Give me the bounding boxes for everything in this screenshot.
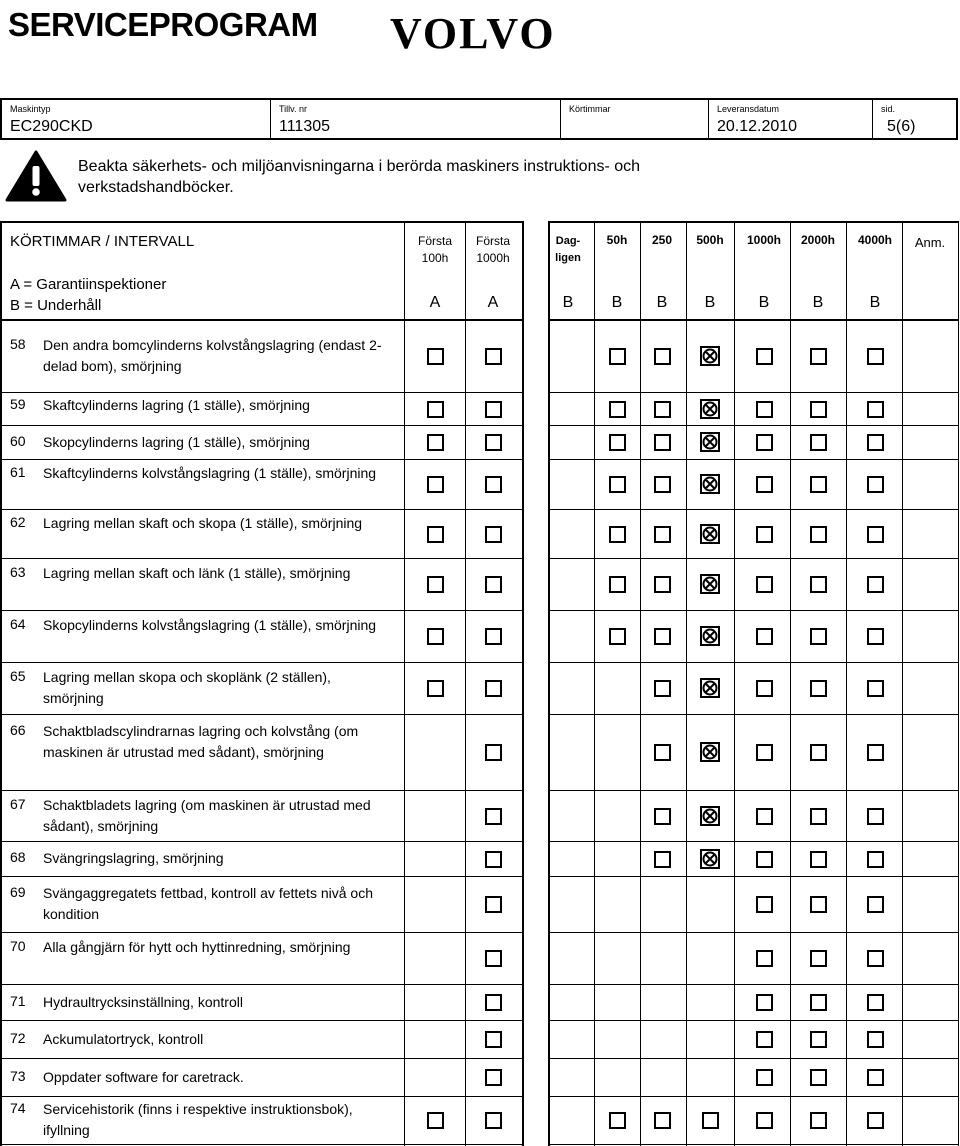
row-number: 69: [10, 884, 26, 900]
checkbox[interactable]: [427, 348, 444, 365]
checkbox[interactable]: [485, 434, 502, 451]
grid-line: [548, 1058, 959, 1059]
grid-line: [548, 984, 959, 985]
column-header-line: 100h: [421, 251, 449, 265]
row-text: Ackumulatortryck, kontroll: [43, 1030, 204, 1047]
grid-line: [0, 932, 523, 933]
checkbox[interactable]: [609, 576, 626, 593]
checkbox[interactable]: [810, 950, 827, 967]
checked-box-icon[interactable]: [700, 626, 720, 646]
row-text: Skopcylinderns kolvstångslagring (1 ställe), smörjning: [43, 617, 377, 633]
row-number: 60: [10, 432, 26, 449]
checkbox[interactable]: [867, 851, 884, 868]
grid-line: [0, 790, 523, 791]
row-number: 62: [10, 513, 26, 530]
checkbox[interactable]: [609, 401, 626, 418]
checkbox[interactable]: [654, 401, 671, 418]
checkbox[interactable]: [756, 744, 773, 761]
grid-line: [548, 1096, 959, 1097]
grid-line: [548, 221, 550, 1146]
row-number: 74: [10, 1100, 26, 1116]
checkbox[interactable]: [810, 1112, 827, 1129]
checkbox[interactable]: [810, 1031, 827, 1048]
row-text: Schaktbladets lagring (om maskinen är utrustad med sådant), smörjning: [43, 796, 371, 834]
checkbox[interactable]: [810, 896, 827, 913]
grid-line: [548, 425, 959, 426]
column-header: 4000h: [857, 233, 893, 247]
grid-line: [0, 1020, 523, 1021]
column-header: [409, 233, 461, 267]
column-header: [467, 233, 519, 267]
row-number: 64: [10, 616, 26, 632]
row-text: Skaftcylinderns lagring (1 ställe), smörjning: [43, 397, 310, 413]
delivery-cell: [708, 100, 872, 138]
table-heading: KÖRTIMMAR / INTERVALL: [10, 233, 195, 250]
checkbox[interactable]: [485, 1112, 502, 1129]
grid-line: [548, 662, 959, 663]
grid-line: [0, 876, 523, 877]
warning-icon: [5, 150, 67, 207]
checkbox[interactable]: [609, 476, 626, 493]
grid-line: [0, 714, 523, 715]
grid-line: [548, 714, 959, 715]
column-type: B: [611, 294, 623, 311]
checkbox[interactable]: [485, 348, 502, 365]
grid-line: [548, 509, 959, 510]
column-header: 250: [651, 233, 673, 247]
grid-line: [548, 221, 959, 223]
column-header-line: 1000h: [476, 251, 510, 265]
grid-line: [404, 221, 405, 1146]
row-number: 73: [10, 1067, 26, 1084]
grid-line: [0, 392, 523, 393]
checkbox[interactable]: [756, 994, 773, 1011]
checkbox[interactable]: [756, 348, 773, 365]
checkbox[interactable]: [485, 476, 502, 493]
column-header: 2000h: [800, 233, 836, 247]
checkbox[interactable]: [654, 680, 671, 697]
column-type: A: [429, 294, 441, 311]
row-text: Lagring mellan skaft och länk (1 ställe), smörjning: [43, 565, 351, 581]
column-type: B: [562, 294, 574, 311]
column-type: B: [812, 294, 824, 311]
checkbox[interactable]: [485, 1069, 502, 1086]
checkbox[interactable]: [810, 808, 827, 825]
checkbox[interactable]: [609, 628, 626, 645]
checked-box-icon[interactable]: [700, 806, 720, 826]
grid-line: [548, 841, 959, 842]
warning-text: Beakta säkerhets- och miljöanvisningarna i berörda maskiners instruktions- och verkstadshandböcker.: [78, 158, 641, 196]
checkbox[interactable]: [867, 348, 884, 365]
checkbox[interactable]: [810, 851, 827, 868]
row-text: Svängaggregatets fettbad, kontroll av fettets nivå och kondition: [43, 885, 373, 922]
row-number: 65: [10, 668, 26, 684]
grid-line: [465, 221, 466, 1146]
checked-box-icon[interactable]: [700, 346, 720, 366]
grid-line: [790, 221, 791, 1146]
checkbox[interactable]: [427, 434, 444, 451]
row-text: Skaftcylinderns kolvstångslagring (1 ställe), smörjning: [43, 465, 377, 481]
checkbox[interactable]: [485, 896, 502, 913]
row-text: Schaktbladscylindrarnas lagring och kolvstång (om maskinen är utrustad med sådant), smörjning: [43, 722, 359, 760]
grid-line: [594, 221, 595, 1146]
checkbox[interactable]: [810, 576, 827, 593]
checkbox[interactable]: [810, 994, 827, 1011]
row-number: 61: [10, 464, 26, 480]
serial-label: Tillv. nr: [279, 104, 307, 114]
column-type: B: [656, 294, 668, 311]
machine-type-value: EC290CKD: [10, 118, 93, 135]
checked-box-icon[interactable]: [700, 432, 720, 452]
checkbox[interactable]: [810, 1069, 827, 1086]
checkbox[interactable]: [654, 744, 671, 761]
row-text: Hydraultrycksinställning, kontroll: [43, 993, 243, 1010]
row-number: 66: [10, 721, 26, 738]
checkbox[interactable]: [485, 1031, 502, 1048]
checkbox[interactable]: [756, 401, 773, 418]
checked-box-icon[interactable]: [700, 574, 720, 594]
grid-line: [548, 790, 959, 791]
hours-cell: [560, 100, 708, 138]
grid-line: [548, 1144, 959, 1145]
checkbox[interactable]: [654, 576, 671, 593]
checkbox[interactable]: [756, 950, 773, 967]
checkbox[interactable]: [485, 680, 502, 697]
row-number: 71: [10, 992, 26, 1009]
checkbox[interactable]: [756, 1112, 773, 1129]
checkbox[interactable]: [427, 476, 444, 493]
grid-line: [0, 425, 523, 426]
legend-a: A = Garantiinspektioner: [10, 276, 167, 293]
checkbox[interactable]: [654, 476, 671, 493]
checkbox[interactable]: [756, 1069, 773, 1086]
checkbox[interactable]: [867, 628, 884, 645]
column-header: [542, 233, 594, 267]
page-cell: [872, 100, 958, 138]
row-number: 68: [10, 849, 26, 865]
grid-line: [0, 459, 523, 460]
checkbox[interactable]: [756, 680, 773, 697]
grid-line: [846, 221, 847, 1146]
grid-line: [686, 221, 687, 1146]
checkbox[interactable]: [654, 851, 671, 868]
column-header: 50h: [606, 233, 628, 247]
checkbox[interactable]: [867, 808, 884, 825]
checkbox[interactable]: [485, 628, 502, 645]
row-text: Alla gångjärn för hytt och hyttinredning, smörjning: [43, 939, 351, 955]
grid-line: [548, 932, 959, 933]
hours-label: Körtimmar: [569, 104, 611, 114]
serial-cell: [270, 100, 560, 138]
checkbox[interactable]: [427, 680, 444, 697]
checkbox[interactable]: [756, 851, 773, 868]
grid-line: [0, 558, 523, 559]
checked-box-icon[interactable]: [700, 474, 720, 494]
checkbox[interactable]: [867, 526, 884, 543]
grid-line: [0, 1144, 523, 1145]
checkbox[interactable]: [485, 401, 502, 418]
checkbox[interactable]: [867, 680, 884, 697]
grid-line: [548, 319, 959, 321]
grid-line: [734, 221, 735, 1146]
serial-value: 111305: [279, 118, 331, 135]
header-info-bar: [0, 98, 958, 140]
row-number: 58: [10, 335, 26, 352]
checkbox[interactable]: [867, 1031, 884, 1048]
column-header-line: Dag-: [555, 235, 581, 247]
page-label: sid.: [881, 104, 896, 114]
grid-line: [0, 1058, 523, 1059]
checkbox[interactable]: [810, 434, 827, 451]
delivery-label: Leveransdatum: [717, 104, 780, 114]
checkbox[interactable]: [485, 950, 502, 967]
checkbox[interactable]: [654, 526, 671, 543]
row-text: Skopcylinderns lagring (1 ställe), smörjning: [43, 433, 310, 450]
column-header-line: Första: [417, 234, 452, 248]
checkbox[interactable]: [810, 628, 827, 645]
checkbox[interactable]: [756, 476, 773, 493]
checkbox[interactable]: [810, 401, 827, 418]
grid-line: [0, 610, 523, 611]
checkbox[interactable]: [756, 808, 773, 825]
checked-box-icon[interactable]: [700, 849, 720, 869]
grid-line: [548, 610, 959, 611]
grid-line: [0, 984, 523, 985]
grid-line: [640, 221, 641, 1146]
checkbox[interactable]: [867, 994, 884, 1011]
grid-line: [522, 221, 524, 1146]
checkbox[interactable]: [427, 576, 444, 593]
checkbox[interactable]: [427, 628, 444, 645]
checkbox[interactable]: [867, 950, 884, 967]
checkbox[interactable]: [867, 1112, 884, 1129]
grid-line: [958, 221, 959, 1146]
checkbox[interactable]: [485, 851, 502, 868]
checkbox[interactable]: [485, 744, 502, 761]
row-number: 59: [10, 396, 26, 412]
checkbox[interactable]: [485, 808, 502, 825]
checkbox[interactable]: [867, 576, 884, 593]
checkbox[interactable]: [810, 526, 827, 543]
checkbox[interactable]: [654, 628, 671, 645]
checkbox[interactable]: [756, 628, 773, 645]
grid-line: [0, 319, 523, 321]
grid-line: [0, 221, 522, 223]
checkbox[interactable]: [810, 348, 827, 365]
checkbox[interactable]: [654, 808, 671, 825]
checkbox[interactable]: [654, 348, 671, 365]
row-text: Svängringslagring, smörjning: [43, 850, 224, 866]
row-number: 72: [10, 1029, 26, 1046]
checkbox[interactable]: [810, 680, 827, 697]
checkbox[interactable]: [756, 434, 773, 451]
volvo-logo: VOLVO: [390, 9, 556, 58]
row-text: Lagring mellan skopa och skoplänk (2 ställen), smörjning: [43, 669, 331, 706]
grid-line: [548, 558, 959, 559]
checkbox[interactable]: [810, 476, 827, 493]
grid-line: [548, 876, 959, 877]
checkbox[interactable]: [609, 434, 626, 451]
column-type: B: [869, 294, 881, 311]
grid-line: [548, 392, 959, 393]
checkbox[interactable]: [702, 1112, 719, 1129]
checkbox[interactable]: [867, 476, 884, 493]
grid-line: [0, 221, 2, 1146]
column-type: B: [704, 294, 716, 311]
row-text: Servicehistorik (finns i respektive instruktionsbok), ifyllning: [43, 1101, 353, 1138]
column-header-line: ligen: [555, 252, 581, 264]
checkbox[interactable]: [427, 401, 444, 418]
checkbox[interactable]: [867, 434, 884, 451]
machine-type-label: Maskintyp: [10, 104, 51, 114]
delivery-value: 20.12.2010: [717, 118, 798, 135]
grid-line: [0, 1096, 523, 1097]
column-header-line: Första: [475, 234, 510, 248]
grid-line: [548, 459, 959, 460]
column-type: B: [758, 294, 770, 311]
column-header: 1000h: [746, 233, 782, 247]
page-title: SERVICEPROGRAM: [8, 6, 318, 43]
checkbox[interactable]: [867, 744, 884, 761]
checkbox[interactable]: [609, 348, 626, 365]
checkbox[interactable]: [756, 896, 773, 913]
checkbox[interactable]: [427, 1112, 444, 1129]
checkbox[interactable]: [654, 1112, 671, 1129]
checkbox[interactable]: [609, 526, 626, 543]
checkbox[interactable]: [756, 576, 773, 593]
checkbox[interactable]: [427, 526, 444, 543]
checkbox[interactable]: [756, 526, 773, 543]
checkbox[interactable]: [810, 744, 827, 761]
checked-box-icon[interactable]: [700, 742, 720, 762]
grid-line: [0, 662, 523, 663]
checked-box-icon[interactable]: [700, 524, 720, 544]
checked-box-icon[interactable]: [700, 678, 720, 698]
checkbox[interactable]: [654, 434, 671, 451]
legend-b: B = Underhåll: [10, 297, 102, 314]
checkbox[interactable]: [485, 994, 502, 1011]
remark-header: Anm.: [914, 235, 946, 250]
checkbox[interactable]: [609, 1112, 626, 1129]
grid-line: [0, 509, 523, 510]
row-number: 67: [10, 795, 26, 812]
checkbox[interactable]: [485, 526, 502, 543]
column-header: 500h: [696, 233, 724, 247]
row-text: Den andra bomcylinderns kolvstångslagring (endast 2-delad bom), smörjning: [43, 336, 382, 374]
checkbox[interactable]: [867, 401, 884, 418]
row-text: Oppdater software for caretrack.: [43, 1068, 244, 1085]
checkbox[interactable]: [485, 576, 502, 593]
checkbox[interactable]: [867, 896, 884, 913]
grid-line: [548, 1020, 959, 1021]
row-text: Lagring mellan skaft och skopa (1 ställe), smörjning: [43, 514, 363, 531]
grid-line: [0, 841, 523, 842]
machine-type-cell: [2, 100, 270, 138]
grid-line: [902, 221, 903, 1146]
column-type: A: [487, 294, 499, 311]
checkbox[interactable]: [867, 1069, 884, 1086]
row-number: 63: [10, 564, 26, 580]
row-number: 70: [10, 938, 26, 954]
checked-box-icon[interactable]: [700, 399, 720, 419]
page-value: 5(6): [887, 118, 916, 135]
checkbox[interactable]: [756, 1031, 773, 1048]
